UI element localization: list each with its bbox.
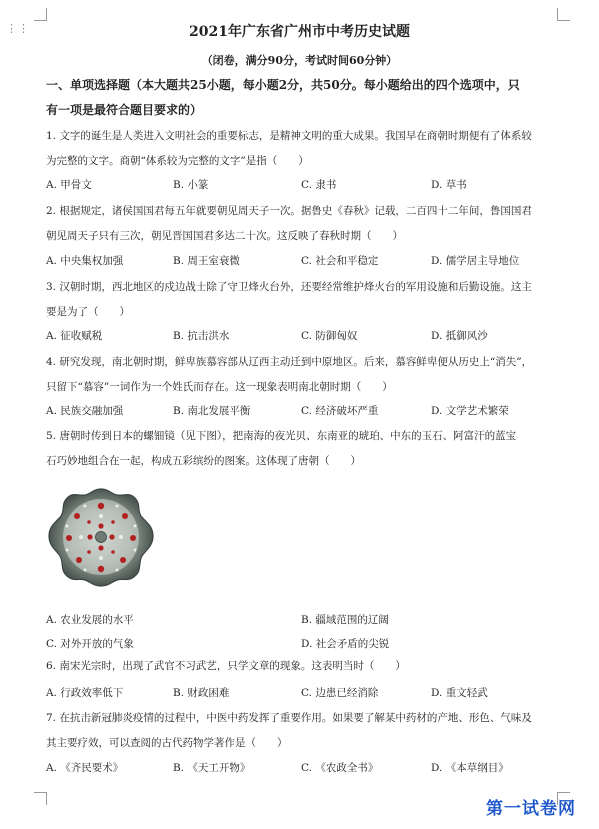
option-b[interactable]: B. 抗击洪水 — [173, 330, 230, 342]
question-3 — [46, 275, 566, 325]
crop-mark-top-left — [34, 8, 47, 21]
question-4 — [46, 350, 566, 400]
question-text-line: 5. 唐朝时传到日本的螺钿镜（见下图），把南海的夜光贝、东南亚的琥珀、中东的玉石、阿富汗的蓝宝 — [46, 430, 517, 442]
question-5-options-row-2 — [46, 636, 566, 654]
question-7 — [46, 706, 566, 756]
option-d[interactable]: D. 儒学居主导地位 — [431, 255, 520, 267]
question-5 — [46, 424, 566, 474]
question-6 — [46, 654, 566, 679]
question-1-options — [46, 177, 566, 195]
question-text-line: 7. 在抗击新冠肺炎疫情的过程中，中医中药发挥了重要作用。如果要了解某中药材的产地、形色、气味及 — [46, 712, 532, 724]
option-b[interactable]: B. 财政困难 — [173, 687, 230, 699]
option-d[interactable]: D. 抵御风沙 — [431, 330, 488, 342]
page-subtitle: （闭卷，满分90分，考试时间60分钟） — [201, 54, 398, 67]
question-6-options — [46, 685, 566, 703]
option-d[interactable]: D. 文学艺术繁荣 — [431, 405, 509, 417]
question-text-line: 要是为了（ ） — [46, 306, 130, 318]
option-c[interactable]: C. 防御匈奴 — [301, 330, 358, 342]
option-c[interactable]: C. 《农政全书》 — [301, 762, 379, 774]
question-text-line: 石巧妙地组合在一起，构成五彩缤纷的图案。这体现了唐朝（ ） — [46, 455, 361, 467]
option-d[interactable]: D. 社会矛盾的尖锐 — [301, 638, 390, 650]
option-b[interactable]: B. 小篆 — [173, 179, 209, 191]
option-a[interactable]: A. 《齐民要术》 — [46, 762, 124, 774]
question-text-line: 3. 汉朝时期，西北地区的戍边战士除了守卫烽火台外，还要经常维护烽火台的军用设施和后勤设施。这主 — [46, 281, 532, 293]
crop-mark-bottom-left — [34, 792, 47, 805]
option-c[interactable]: C. 边患已经消除 — [301, 687, 379, 699]
question-1 — [46, 124, 566, 174]
question-text-line: 2. 根据规定，诸侯国国君每五年就要朝见周天子一次。据鲁史《春秋》记载，二百四十二年间，鲁国国君 — [46, 205, 532, 217]
option-c[interactable]: C. 经济破坏严重 — [301, 405, 379, 417]
page-title: 2021年广东省广州市中考历史试题 — [189, 24, 410, 40]
option-a[interactable]: A. 行政效率低下 — [46, 687, 124, 699]
option-c[interactable]: C. 隶书 — [301, 179, 337, 191]
option-b[interactable]: B. 《天工开物》 — [173, 762, 251, 774]
mother-of-pearl-mirror-image — [45, 486, 158, 588]
question-text-line: 6. 南宋光宗时，出现了武官不习武艺，只学文章的现象。这表明当时（ ） — [46, 660, 406, 672]
option-a[interactable]: A. 征收赋税 — [46, 330, 103, 342]
option-a[interactable]: A. 中央集权加强 — [46, 255, 124, 267]
question-7-options — [46, 760, 566, 778]
question-text-line: 其主要疗效，可以查阅的古代药物学著作是（ ） — [46, 737, 288, 749]
question-3-options — [46, 328, 566, 346]
question-5-options — [46, 612, 566, 630]
option-d[interactable]: D. 重文轻武 — [431, 687, 488, 699]
question-text-line: 只留下“慕容”一词作为一个姓氏而存在。这一现象表明南北朝时期（ ） — [46, 381, 393, 393]
option-b[interactable]: B. 疆域范围的辽阔 — [301, 614, 389, 626]
question-2-options — [46, 253, 566, 271]
option-b[interactable]: B. 周王室衰微 — [173, 255, 240, 267]
option-a[interactable]: A. 农业发展的水平 — [46, 614, 134, 626]
drag-handle-icon[interactable]: ⋮⋮ — [6, 22, 30, 35]
option-c[interactable]: C. 社会和平稳定 — [301, 255, 379, 267]
question-text-line: 1. 文字的诞生是人类进入文明社会的重要标志，是精神文明的重大成果。我国早在商朝时期便有了体系较 — [46, 130, 532, 142]
question-text-line: 4. 研究发现，南北朝时期，鲜卑族慕容部从辽西主动迁到中原地区。后来，慕容鲜卑便从历史上“消失”， — [46, 356, 533, 368]
question-4-options — [46, 403, 566, 421]
question-2 — [46, 199, 566, 249]
option-a[interactable]: A. 民族交融加强 — [46, 405, 124, 417]
question-text-line: 朝见周天子只有三次，朝见晋国国君多达二十次。这反映了春秋时期（ ） — [46, 230, 403, 242]
question-text-line: 为完整的文字。商朝“体系较为完整的文字”是指（ ） — [46, 155, 309, 167]
option-a[interactable]: A. 甲骨文 — [46, 179, 92, 191]
section-heading-line-2: 有一项是最符合题目要求的） — [46, 103, 203, 117]
option-c[interactable]: C. 对外开放的气象 — [46, 638, 134, 650]
site-watermark: 第一试卷网 — [486, 799, 576, 819]
option-d[interactable]: D. 《本草纲目》 — [431, 762, 509, 774]
crop-mark-top-right — [557, 8, 570, 21]
option-b[interactable]: B. 南北发展平衡 — [173, 405, 251, 417]
section-heading-line-1: 一、单项选择题（本大题共25小题，每小题2分，共50分。每小题给出的四个选项中，只 — [46, 78, 520, 92]
option-d[interactable]: D. 草书 — [431, 179, 467, 191]
